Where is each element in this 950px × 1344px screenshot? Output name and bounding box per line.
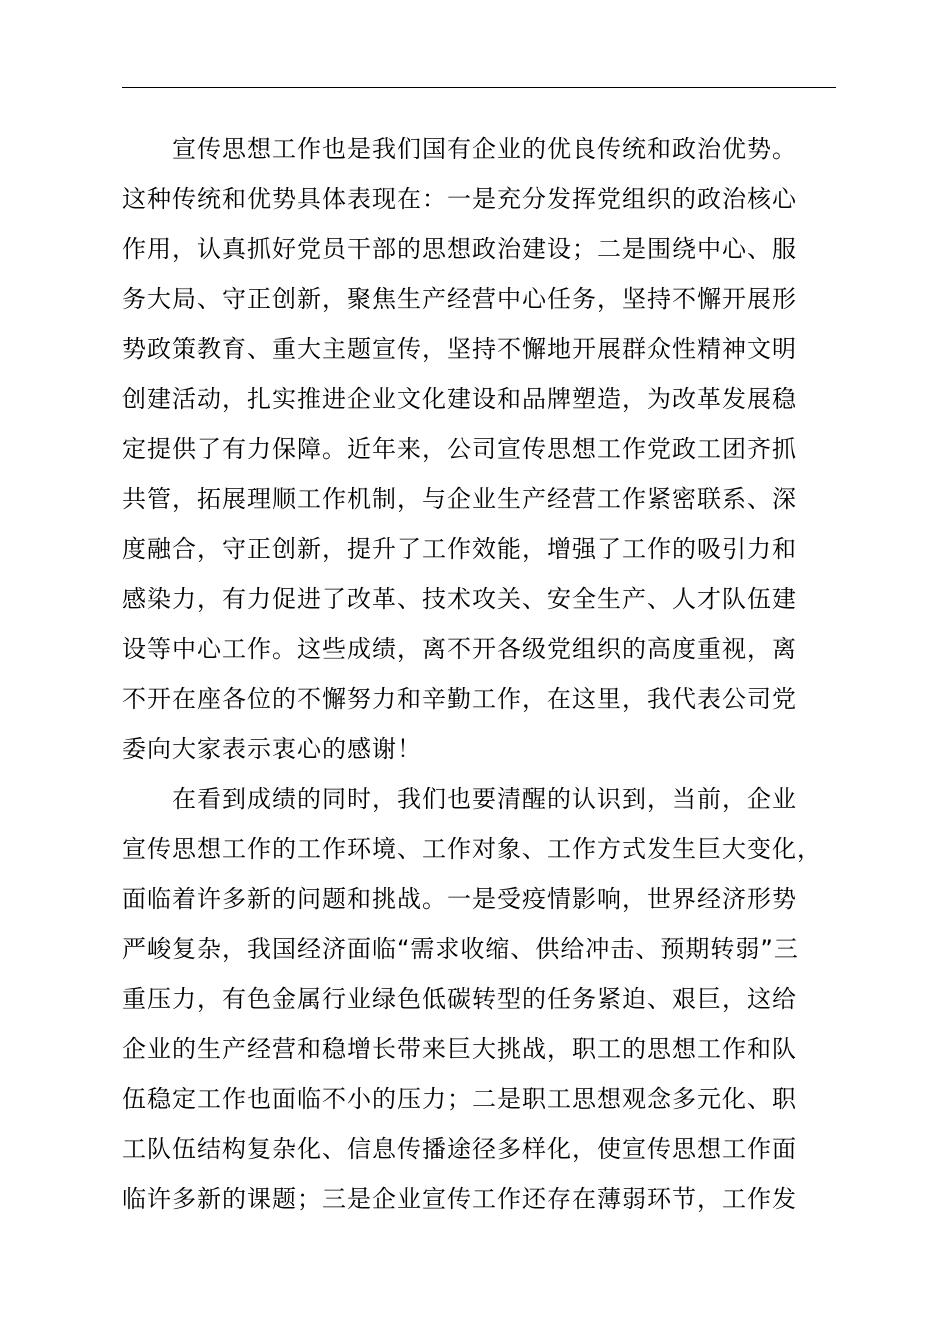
paragraph-2-line: 临许多新的课题；三是企业宣传工作还存在薄弱环节，工作发 [122, 1185, 797, 1213]
paragraph-1-line: 这种传统和优势具体表现在：一是充分发挥党组织的政治核心 [122, 185, 797, 213]
paragraph-1-line: 感染力，有力促进了改革、技术攻关、安全生产、人才队伍建 [122, 585, 797, 613]
paragraph-2-line: 严峻复杂，我国经济面临“需求收缩、供给冲击、预期转弱”三 [122, 935, 799, 963]
paragraph-1-line: 委向大家表示衷心的感谢！ [122, 735, 422, 763]
paragraph-2-line: 宣传思想工作的工作环境、工作对象、工作方式发生巨大变化， [122, 835, 822, 863]
paragraph-1-line: 务大局、守正创新，聚焦生产经营中心任务，坚持不懈开展形 [122, 285, 797, 313]
paragraph-1-line: 共管，拓展理顺工作机制，与企业生产经营工作紧密联系、深 [122, 485, 797, 513]
paragraph-1-line: 不开在座各位的不懈努力和辛勤工作，在这里，我代表公司党 [122, 685, 797, 713]
paragraph-1-line: 势政策教育、重大主题宣传，坚持不懈地开展群众性精神文明 [122, 335, 797, 363]
paragraph-1-line: 设等中心工作。这些成绩，离不开各级党组织的高度重视，离 [122, 635, 797, 663]
paragraph-1-line: 度融合，守正创新，提升了工作效能，增强了工作的吸引力和 [122, 535, 797, 563]
paragraph-2-line: 重压力，有色金属行业绿色低碳转型的任务紧迫、艰巨，这给 [122, 985, 797, 1013]
paragraph-1-line: 定提供了有力保障。近年来，公司宣传思想工作党政工团齐抓 [122, 435, 797, 463]
paragraph-2-line: 伍稳定工作也面临不小的压力；二是职工思想观念多元化、职 [122, 1085, 797, 1113]
header-rule [122, 87, 836, 88]
paragraph-2-line: 在看到成绩的同时，我们也要清醒的认识到，当前，企业 [172, 785, 797, 813]
paragraph-1-line: 作用，认真抓好党员干部的思想政治建设；二是围绕中心、服 [122, 235, 797, 263]
document-body [122, 124, 836, 1224]
paragraph-1-line: 创建活动，扎实推进企业文化建设和品牌塑造，为改革发展稳 [122, 385, 797, 413]
paragraph-2-line: 面临着许多新的问题和挑战。一是受疫情影响，世界经济形势 [122, 885, 797, 913]
paragraph-1-line: 宣传思想工作也是我们国有企业的优良传统和政治优势。 [172, 135, 797, 163]
paragraph-2-line: 企业的生产经营和稳增长带来巨大挑战，职工的思想工作和队 [122, 1035, 797, 1063]
paragraph-2-line: 工队伍结构复杂化、信息传播途径多样化，使宣传思想工作面 [122, 1135, 797, 1163]
